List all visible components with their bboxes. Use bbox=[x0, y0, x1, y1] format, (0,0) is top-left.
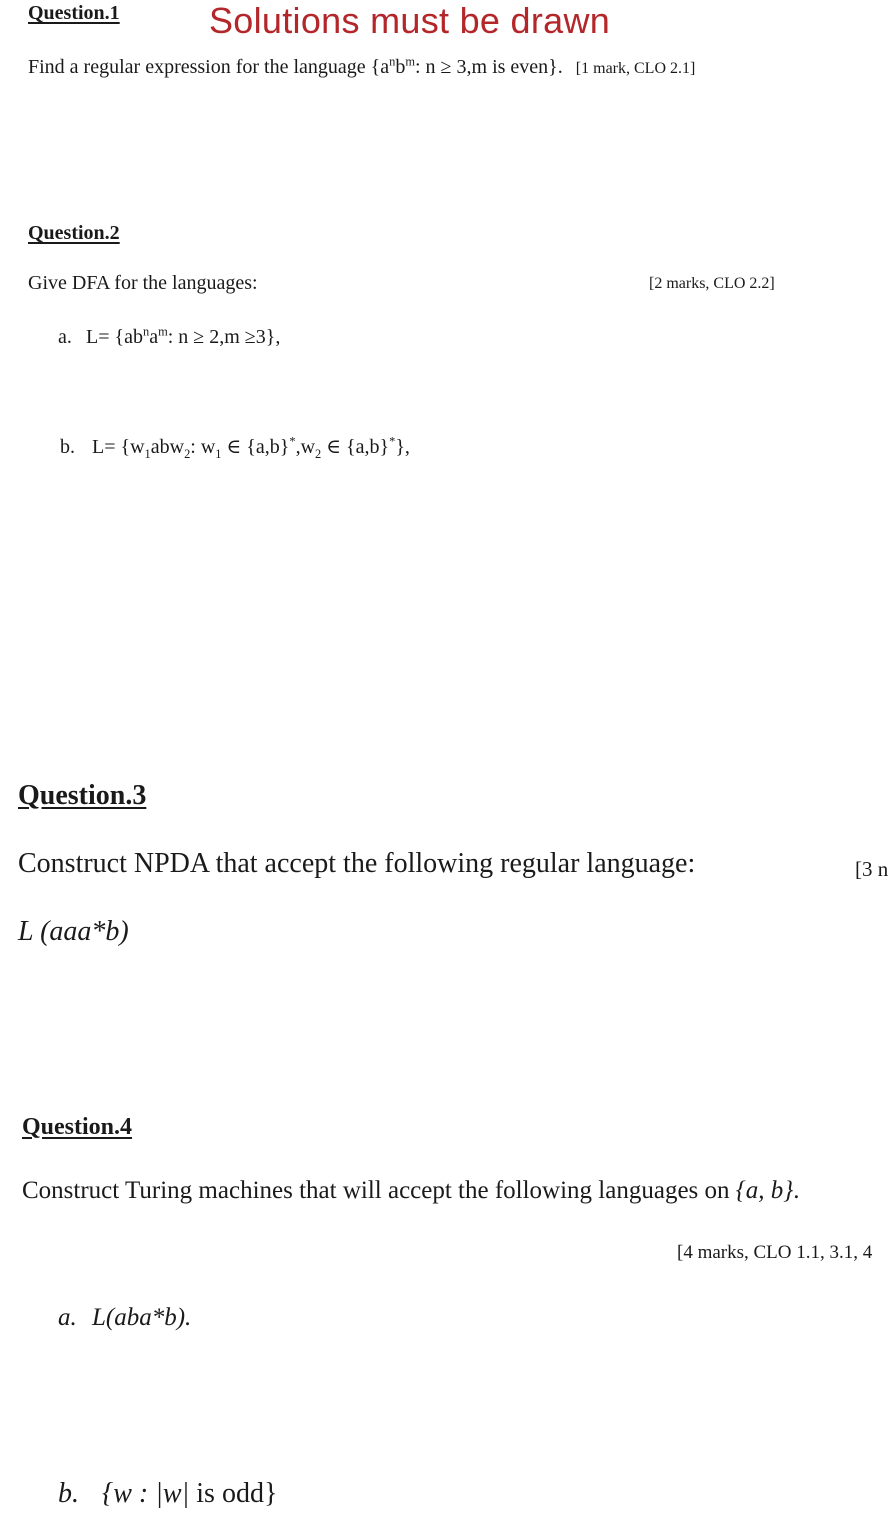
question-1-text bbox=[28, 56, 695, 79]
q4-text-pre: Construct Turing machines that will accept the following languages on bbox=[22, 1177, 736, 1204]
q2b-mid4: ,w bbox=[295, 436, 316, 458]
q2b-mid3: ∈ {a,b} bbox=[221, 436, 290, 458]
question-4-text bbox=[22, 1177, 800, 1205]
q2b-sub-1: 1 bbox=[144, 447, 151, 461]
q2b-sub-3: 1 bbox=[215, 447, 222, 461]
q1-text-post: : n ≥ 3,m is even}. bbox=[415, 56, 563, 78]
q2b-mid5: ∈ {a,b} bbox=[321, 436, 390, 458]
q2a-sup-n: n bbox=[142, 324, 150, 339]
question-3-language: L (aaa*b) bbox=[18, 916, 129, 947]
question-2-marks: [2 marks, CLO 2.2] bbox=[649, 275, 775, 292]
q2b-post: }, bbox=[395, 436, 410, 458]
question-3-marks: [3 n bbox=[855, 857, 889, 881]
q2b-mid1: abw bbox=[150, 436, 185, 458]
question-4b bbox=[58, 1478, 277, 1510]
q2a-pre: L= {ab bbox=[86, 326, 143, 348]
q4b-mid: is odd bbox=[196, 1478, 264, 1509]
q1-text-b: b bbox=[395, 56, 406, 78]
question-4-marks: [4 marks, CLO 1.1, 3.1, 4 bbox=[677, 1242, 873, 1263]
question-4a bbox=[58, 1304, 191, 1332]
question-1-heading: Question.1 bbox=[28, 2, 120, 24]
q2b-label: b. bbox=[60, 436, 75, 458]
q1-sup-n: n bbox=[389, 54, 396, 69]
q4-text-set: {a, b} bbox=[735, 1177, 794, 1204]
question-3-heading: Question.3 bbox=[18, 780, 147, 811]
q2a-label: a. bbox=[58, 326, 72, 348]
question-3-text: Construct NPDA that accept the following regular language: bbox=[18, 848, 696, 879]
q2b-sub-4: 2 bbox=[315, 447, 322, 461]
q1-text-pre: Find a regular expression for the language {a bbox=[28, 56, 390, 78]
question-1-marks: [1 mark, CLO 2.1] bbox=[575, 60, 696, 77]
q2a-post: : n ≥ 2,m ≥3}, bbox=[167, 326, 281, 348]
q2b-sub-2: 2 bbox=[184, 447, 191, 461]
q2b-pre: L= {w bbox=[92, 436, 145, 458]
q4a-text: L(aba*b). bbox=[92, 1304, 192, 1331]
q2b-sup-star-1: * bbox=[289, 434, 296, 449]
q2a-sup-m: m bbox=[158, 324, 168, 339]
q4a-label: a. bbox=[58, 1304, 77, 1331]
solutions-banner: Solutions must be drawn bbox=[209, 0, 611, 41]
q4b-pre: {w : |w| bbox=[102, 1478, 197, 1509]
question-4-heading: Question.4 bbox=[22, 1114, 133, 1140]
question-2b bbox=[60, 434, 410, 459]
q2b-mid2: : w bbox=[190, 436, 216, 458]
q4b-label: b. bbox=[58, 1478, 79, 1509]
q2a-mid: a bbox=[149, 326, 159, 348]
q1-sup-m: m bbox=[405, 54, 415, 69]
q4b-post: } bbox=[263, 1478, 278, 1509]
question-2-heading: Question.2 bbox=[28, 222, 120, 244]
question-2-text: Give DFA for the languages: bbox=[28, 272, 258, 294]
question-2a bbox=[58, 326, 280, 349]
q4-text-post: . bbox=[793, 1177, 800, 1204]
q2b-sup-star-2: * bbox=[389, 434, 396, 449]
